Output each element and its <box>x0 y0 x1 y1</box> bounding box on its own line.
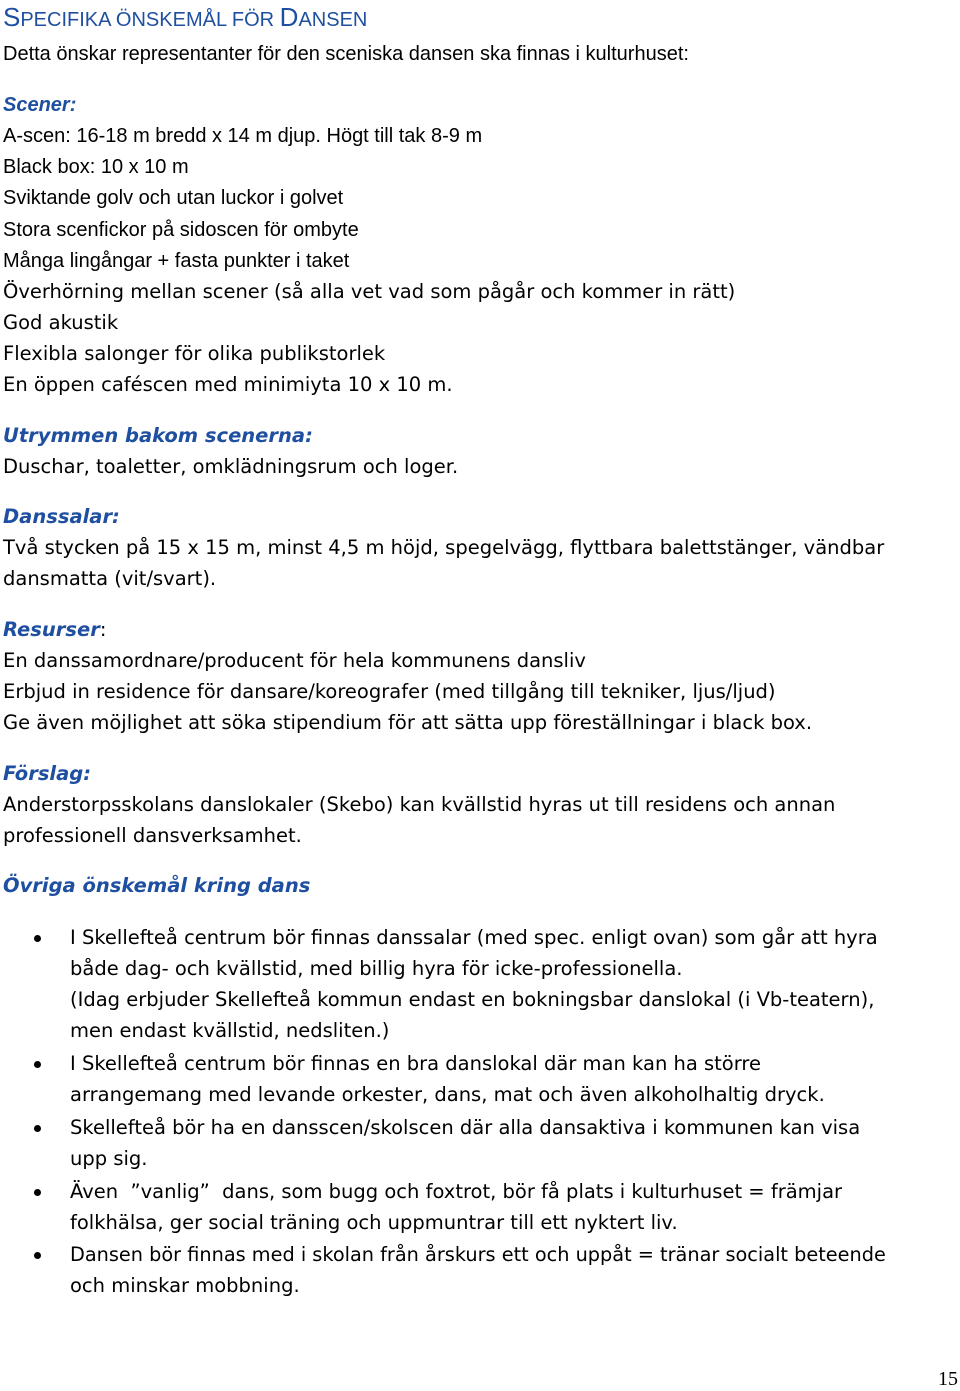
resurser-heading: Resurser: <box>3 618 107 641</box>
bullet-dot <box>34 1125 41 1132</box>
forslag-line: Anderstorpsskolans danslokaler (Skebo) kan kvällstid hyras ut till residens och annan <box>3 793 836 816</box>
resurser-line: Erbjud in residence för dansare/koreografer (med tillgång till tekniker, ljus/ljud) <box>3 680 776 703</box>
scener-line: Black box: 10 x 10 m <box>3 156 189 178</box>
bullet-line: och minskar mobbning. <box>70 1274 300 1297</box>
resurser-line: En danssamordnare/producent för hela kommunens dansliv <box>3 649 586 672</box>
intro-text: Detta önskar representanter för den sceniska dansen ska finnas i kulturhuset: <box>3 43 689 65</box>
bullet-dot <box>34 1252 41 1259</box>
bullet-dot <box>34 935 41 942</box>
bullet-line: arrangemang med levande orkester, dans, mat och även alkoholhaltig dryck. <box>70 1083 825 1106</box>
resurser-line: Ge även möjlighet att söka stipendium för att sätta upp föreställningar i black box. <box>3 711 813 734</box>
bullet-line: Även ”vanlig” dans, som bugg och foxtrot, bör få plats i kulturhuset = främjar <box>70 1180 843 1203</box>
page-title: SPECIFIKA ÖNSKEMÅL FÖR DANSEN <box>3 2 368 32</box>
bullet-dot <box>34 1061 41 1068</box>
forslag-heading: Förslag: <box>3 762 92 785</box>
danssalar-line: dansmatta (vit/svart). <box>3 567 217 590</box>
bullet-line: Skellefteå bör ha en dansscen/skolscen där alla dansaktiva i kommunen kan visa <box>70 1116 861 1139</box>
bullet-line: både dag- och kvällstid, med billig hyra för icke-professionella. <box>70 957 683 980</box>
utrymmen-heading: Utrymmen bakom scenerna: <box>3 424 313 447</box>
bullet-line: Dansen bör finnas med i skolan från årskurs ett och uppåt = tränar socialt beteende <box>70 1243 886 1266</box>
scener-heading: Scener: <box>3 94 77 116</box>
danssalar-line: Två stycken på 15 x 15 m, minst 4,5 m höjd, spegelvägg, flyttbara balettstänger, vändbar <box>3 536 885 559</box>
scener-line: Överhörning mellan scener (så alla vet vad som pågår och kommer in rätt) <box>3 280 736 303</box>
bullet-line: I Skellefteå centrum bör finnas en bra danslokal där man kan ha större <box>70 1052 762 1075</box>
scener-line: En öppen caféscen med minimiyta 10 x 10 m. <box>3 373 453 396</box>
bullet-line: I Skellefteå centrum bör finnas danssalar (med spec. enligt ovan) som går att hyra <box>70 926 878 949</box>
scener-line: Många lingångar + fasta punkter i taket <box>3 250 350 272</box>
page-number: 15 <box>938 1368 958 1390</box>
danssalar-heading: Danssalar: <box>3 505 120 528</box>
scener-line: A-scen: 16-18 m bredd x 14 m djup. Högt till tak 8-9 m <box>3 125 483 147</box>
bullet-line: upp sig. <box>70 1147 148 1170</box>
forslag-line: professionell dansverksamhet. <box>3 824 302 847</box>
scener-line: Stora scenfickor på sidoscen för ombyte <box>3 219 359 241</box>
bullet-line: (Idag erbjuder Skellefteå kommun endast en bokningsbar danslokal (i Vb-teatern), <box>70 988 875 1011</box>
scener-line: Flexibla salonger för olika publikstorlek <box>3 342 386 365</box>
utrymmen-line: Duschar, toaletter, omklädningsrum och loger. <box>3 455 459 478</box>
ovriga-heading: Övriga önskemål kring dans <box>3 874 311 897</box>
bullet-line: folkhälsa, ger social träning och uppmuntrar till ett nyktert liv. <box>70 1211 678 1234</box>
scener-line: God akustik <box>3 311 119 334</box>
scener-line: Sviktande golv och utan luckor i golvet <box>3 187 344 209</box>
bullet-dot <box>34 1189 41 1196</box>
bullet-line: men endast kvällstid, nedsliten.) <box>70 1019 390 1042</box>
